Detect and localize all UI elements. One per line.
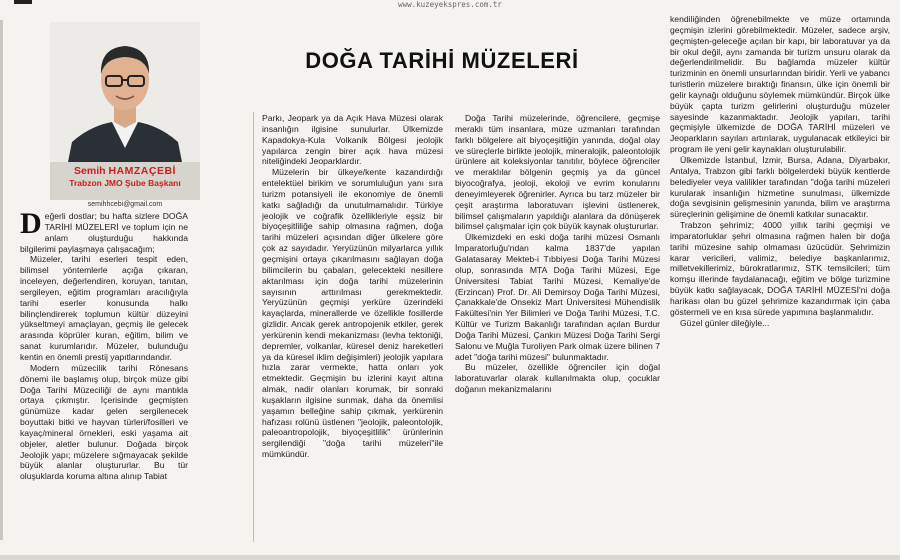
author-name xyxy=(50,162,200,178)
author-email[interactable]: semihhcebi@gmail.com xyxy=(87,201,163,208)
paragraph: Ülkemizdeki en eski doğa tarihi müzesi Osmanlı İmparatorluğu'ndan kalma 1837'de yapılan Galatasaray Mekteb-i Tıbbiyesi Doğa Tarihi Müzesi olup, sonrasında MTA Doğa Tarihi Müzesi, Ege Üniversitesi Tabiat Tarihi Müzesi, Kemaliye'de (Erzincan) Prof. Dr. Ali Demirsoy Doğa Tarihi Müzesi, Çanakkale'de Onsekiz Mart Üniversitesi Mühendislik Fakültesi'nin Yer Bilimleri ve Doğa Tarihi Müzesi, T.C. Kültür ve Turizm Bakanlığı tarafından açılan Burdur Doğa Tarihi Müzesi, Çankırı Müzesi Doğa Tarihi Sergi Salonu ve Muğla Turoliyen Park olmak üzere bilinen 7 adet "doğa tarihi müzesi" bulunmaktadır. xyxy=(455,232,660,362)
drop-cap: D xyxy=(20,211,42,240)
article-title: DOĞA TARİHİ MÜZELERİ xyxy=(305,48,579,73)
author-photo xyxy=(50,22,200,182)
paragraph: Parkı, Jeopark ya da Açık Hava Müzesi olarak insanlığın ilgisine sunulurlar. Ülkemizde Kapadokya-Kula Volkanik Bölgesi jeolojik yapılarca zengin birer açık hava müzesi niteliğindeki Jeoparklardır. xyxy=(262,113,443,167)
corner-mark xyxy=(14,0,32,4)
author-box xyxy=(50,22,200,200)
paragraph: Müzeler, tarihi eserleri tespit eden, bilimsel yöntemlerle açığa çıkaran, inceleyen, değerlendiren, koruyan, tanıtan, sergileyen, eğitim programları aracılığıyla tarihi eserler konusunda halkı bilinçlendirerek toplumun kültür düzeyini yükseltmeyi amaçlayan, geçmiş ile gelecek arasında köprüler kuran, eğitim, bilim ve sanat kurumlarıdır. Müzeler, bulunduğu kentin en önemli prestij yapıtlarındandır. xyxy=(20,254,188,362)
page-bottom-edge xyxy=(0,555,900,560)
paragraph: Müzelerin bir ülkeye/kente kazandırdığı entelektüel birikim ve sorumluluğun yanı sıra turizm potansiyeli ile ekonomiye de önemli katkı sağladığı da unutulmamalıdır. Türkiye jeolojik ve coğrafik özellikleriyle eşsiz bir biyoçeşitliliğe sahip olmasına rağmen, doğa tarihi müzeleri açısından diğer ülkelere göre çok az sayıdadır. Yeryüzünün milyarlarca yıllık geçmişini ortaya çıkarılmasını sağlayan doğa bilimcilerin bu çabaları, gelecekteki nesillere aktarılması için doğa tarihi müzelerinin sayısının arttırılması gerekmektedir. Yeryüzünün geçmişi yerküre üzerindeki kayaçlarda, minerallerde ve özellikle fosillerde gizlidir. Ancak gerek antropojenik etkiler, gerek yerkürenin kendi mekanizması (levha tektoniği, depremler, volkanlar, küresel deniz hareketleri ya da küresel iklim değişimleri) jeolojik yapılara hızla zarar vermekte, hatta onları yok etmektedir. Geçmişin bu izlerini kayıt altına almak, nadir olanları korumak, bir sonraki kuşakların ilgisine sunmak, daha da önemlisi yaşamın belleğine sahip çıkmak, yerkürenin hafızası rolünü üstlenen "jeolojik, paleontolojik, paleoantropolojik, biyoçeşitlilik" ürünlerinin sergilendiği "doğa tarihi müzeleri"ile mümkündür. xyxy=(262,167,443,460)
article-column-2 xyxy=(262,113,443,547)
paragraph: Doğa Tarihi müzelerinde, öğrencilere, geçmişe meraklı tüm insanlara, müze uzmanları tarafından farklı bölgelere ait biyoçeşitliğin yanında, doğal olay ve süreçlerle birlikte jeolojik, mineralojik, paleontolojik ürünlere ait koleksiyonlar tanıtılır, böylece öğrenciler ve meraklılar bölgenin geçmiş ya da güncel biyocoğrafya, jeoloji, ekoloji ve evrim konularını deneyimleyerek öğrenirler. Ayrıca bu tarz müzeler bir çeşit araştırma laboratuvarı işlevini üstlenerek, bilimsel çalışmaların yapıldığı alanlara da dönüşerek bilimsel çalışmalar için çok büyük kaynak oluştururlar. xyxy=(455,113,660,232)
paragraph xyxy=(20,211,188,254)
paragraph: Bu müzeler, özellikle öğrenciler için doğal laboratuvarlar olarak kullanılmakta olup, çocuklar doğanın mekanizmalarını xyxy=(455,362,660,395)
page-edge xyxy=(0,20,3,540)
paragraph: Güzel günler dileğiyle... xyxy=(680,317,770,328)
paragraph: Trabzon şehrimiz; 4000 yıllık tarihi geçmişi ve imparatorluklar şehri olmasına rağmen halen bir doğa tarihi müzesine sahip olmaması üzücüdür. Şehrimizin karar vericileri, valimiz, belediye başkanlarımız, milletvekillerimiz, bürokratlarımız, STK temsilcileri; tüm komşu illerinde faydalanacağı, eğitim ve bölge turizmine büyük katkı sağlayacak, DOĞA TARİHİ MÜZESİ'ni doğa harikası olan bu güzel şehrimize kazandırmak için çaba göstermeli ve en kısa sürede yapımına başlanmalıdır. xyxy=(670,220,890,317)
column-divider xyxy=(253,112,254,542)
author-role: Trabzon JMO Şube Başkanı xyxy=(69,178,181,188)
paragraph-text: eğerli dostlar; bu hafta sizlere DOĞA TARİHİ MÜZELERİ ve toplum için ne anlam oluşturduğu hakkında bilgilerimi paylaşmaya çalışacağım; xyxy=(20,211,188,254)
paragraph: Modern müzecilik tarihi Rönesans dönemi ile başlamış olup, birçok müze gibi Doğa Tarihi Müzeciliği de aynı mantıkla ortaya çıkmıştır. İçerisinde geçmişten günümüze kadar gelen sergilenecek boyuttaki bitki ve hayvan türleri/fosilleri ve kayaç/mineral örnekleri, eski yaşama ait objeler, aletler bulunur. Doğada birçok Jeolojik yapı; müzelere sığmayacak şekilde büyük alanlar oluştururlar. Bu tür oluşuklarda koruma altına alınıp Tabiat xyxy=(20,362,188,482)
publication-url: www.kuzeyekspres.com.tr xyxy=(398,0,502,9)
article-column-4 xyxy=(670,14,890,548)
author-first-name: Semih xyxy=(74,165,106,177)
author-caption xyxy=(50,162,200,200)
author-last-name: HAMZAÇEBİ xyxy=(108,165,176,177)
article-column-1 xyxy=(20,211,188,549)
paragraph: kendiliğinden öğrenebilmekte ve müze ortamında geçmişin izlerini görebilmektedir. Müzeler, sadece arşiv, geçmişten-geleceğe açılan bir kapı, bir laboratuvar ya da bir okul değil, aynı zamanda bir turizm unsuru olarak da değerlendirilmelidir. Bu bağlamda müzeler kültür turizminin en önemli unsurlarından biridir. Yerli ve yabancı turistlerin müzelere bıraktığı finansın, ülke için önemli bir gelir kaynağı olduğunu söylemek mümkündür. Birçok ülke büyük çapta turizm gelirlerini oluşturduğu müzeler sayesinde kazanmaktadır. Jeolojik yapıları, tarihi geçmişiyle ülkemizde de DOĞA TARİHİ müzeleri ve Jeoparkların sayıları artırılarak, uygulanacak etkileyici bir program ile yeni gelir kaynakları oluşturulabilir. xyxy=(670,14,890,155)
paragraph: Ülkemizde İstanbul, İzmir, Bursa, Adana, Diyarbakır, Antalya, Trabzon gibi farklı bölgelerdeki büyük kentlerde belediyeler veya valilikler tarafından "doğa tarihi müzeleri kurularak insanlığın hizmetine sunulması, ülkemizde doğa sevgisinin gelişmesinin yanında, bilim ve araştırma süreçlerinin gelişimine de önemli katkılar sunacaktır. xyxy=(670,154,890,220)
article-column-3 xyxy=(455,113,660,547)
